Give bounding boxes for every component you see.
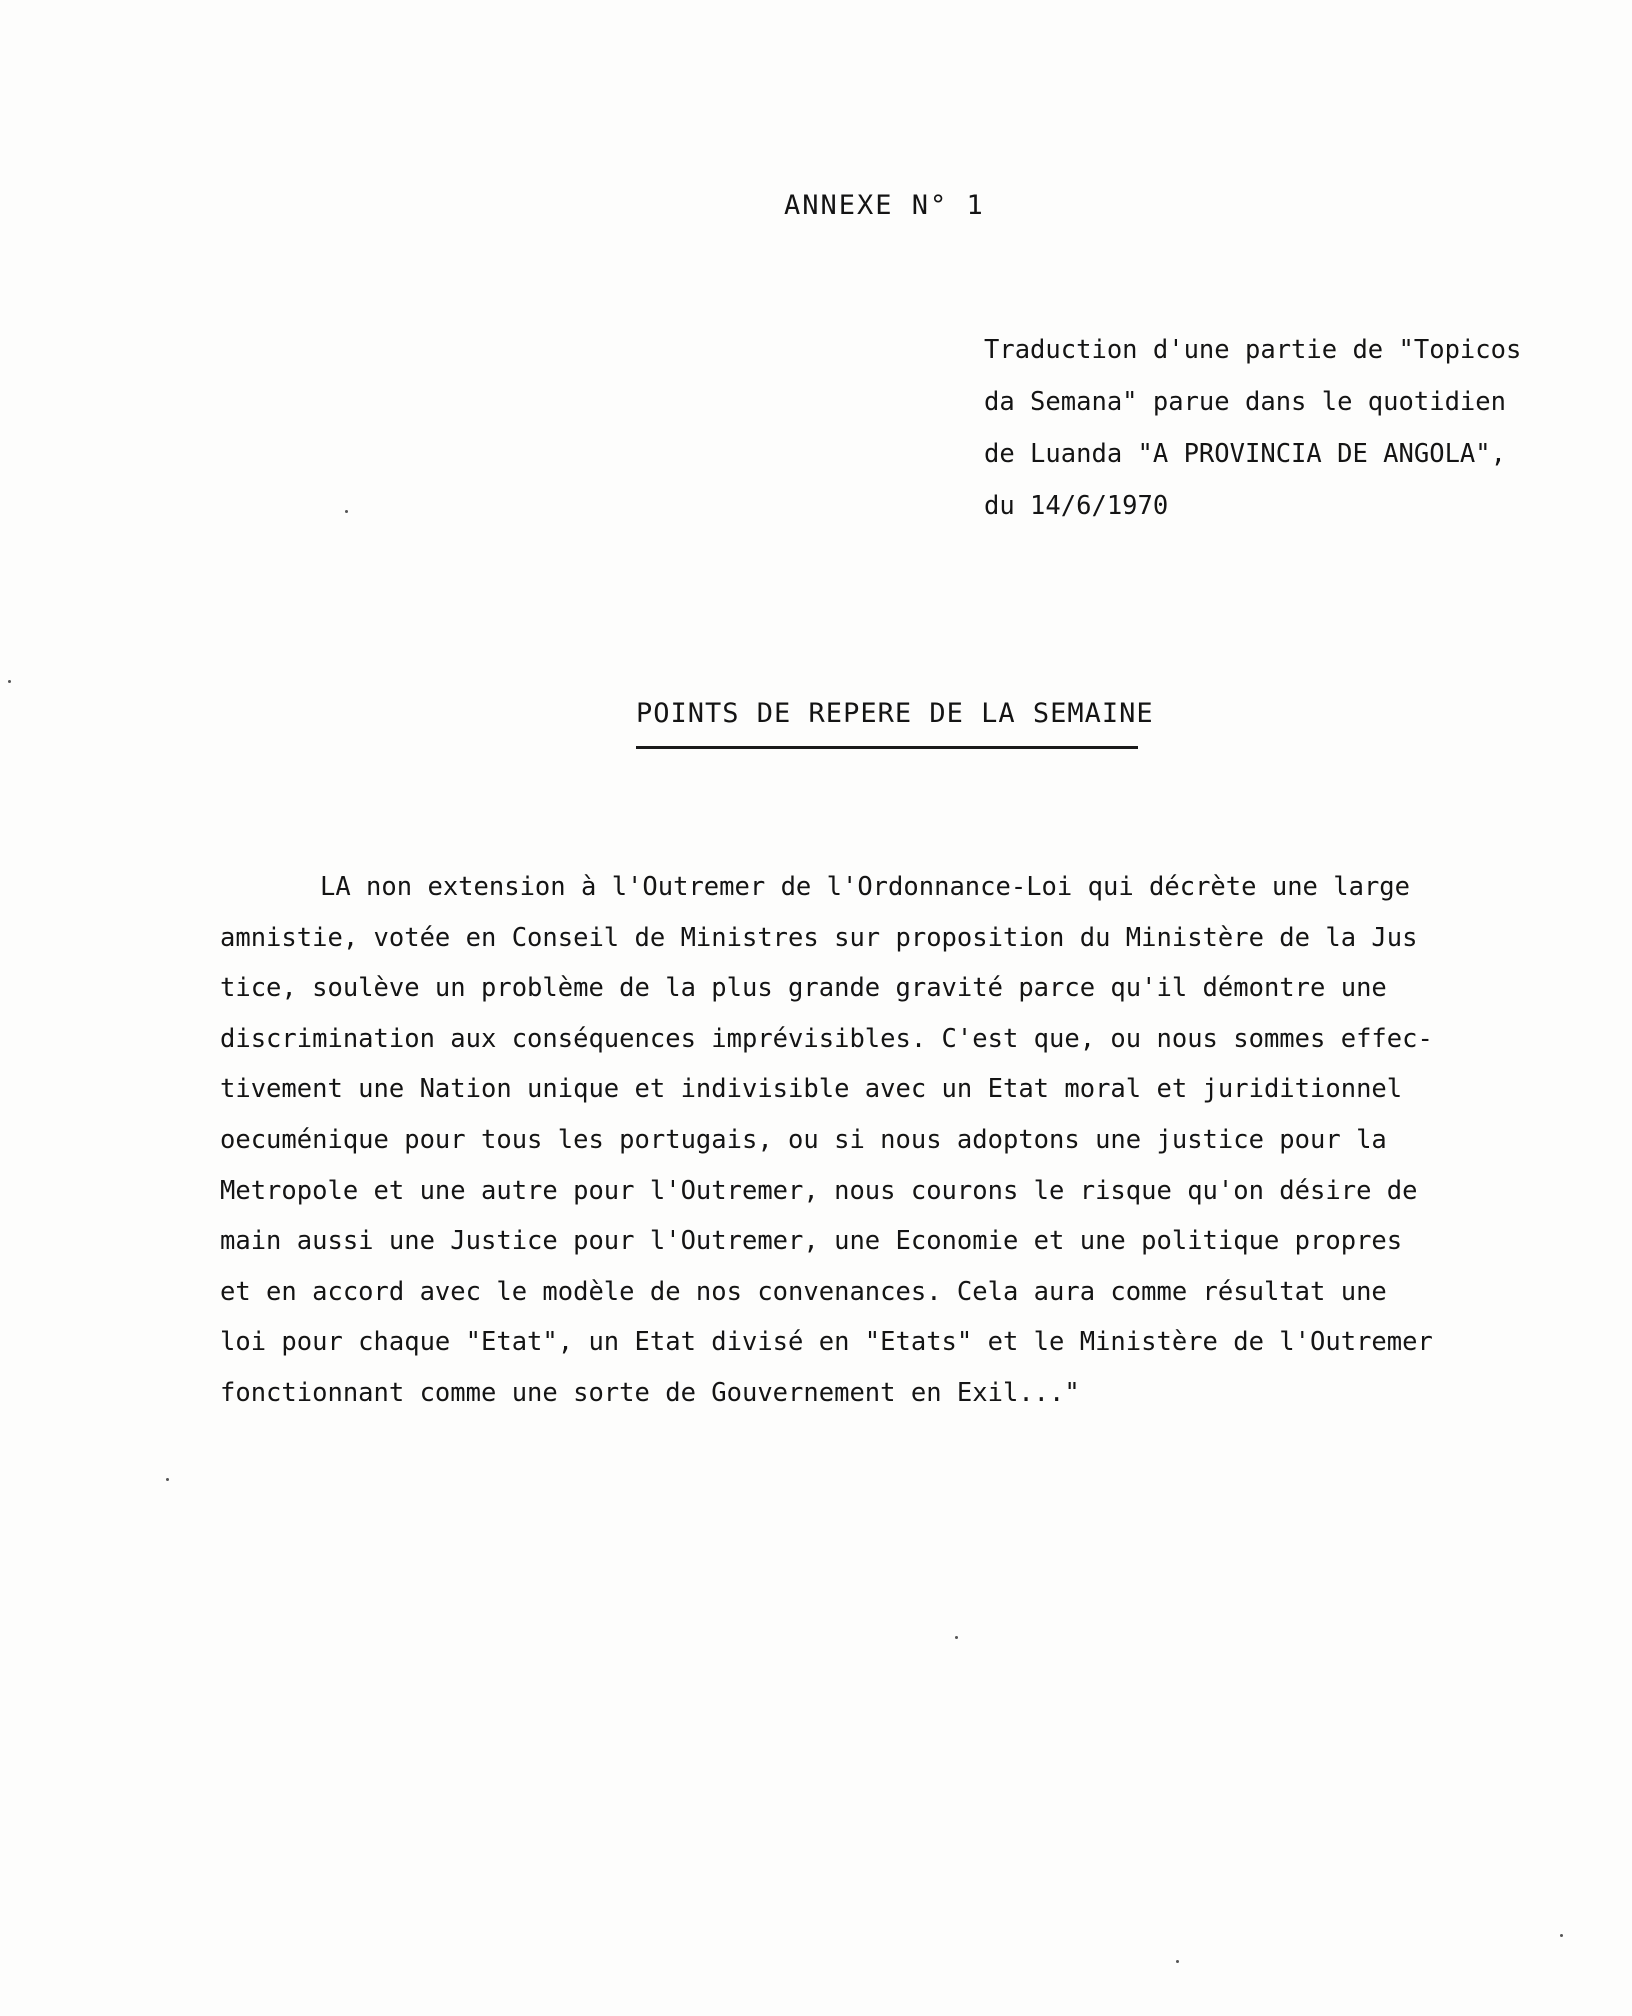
section-heading: POINTS DE REPERE DE LA SEMAINE [636, 698, 1154, 729]
heading-underline [636, 746, 1138, 749]
body-line: loi pour chaque "Etat", un Etat divisé en "Etats" et le Ministère de l'Outremer [220, 1327, 1433, 1358]
scan-speck [955, 1636, 958, 1639]
body-line: discrimination aux conséquences imprévisibles. C'est que, ou nous sommes effec- [220, 1023, 1433, 1054]
source-note-line: du 14/6/1970 [984, 491, 1169, 521]
body-paragraph [220, 862, 1560, 1419]
body-line: et en accord avec le modèle de nos convenances. Cela aura comme résultat une [220, 1276, 1387, 1307]
scan-speck [345, 510, 348, 513]
scan-speck [1560, 1934, 1563, 1937]
scan-speck [8, 680, 11, 683]
body-line: fonctionnant comme une sorte de Gouvernement en Exil..." [220, 1377, 1080, 1408]
body-line: tice, soulève un problème de la plus grande gravité parce qu'il démontre une [220, 973, 1387, 1004]
scan-speck [166, 1478, 169, 1481]
body-line: LA non extension à l'Outremer de l'Ordonnance-Loi qui décrète une large [320, 872, 1411, 902]
body-line: oecuménique pour tous les portugais, ou si nous adoptons une justice pour la [220, 1124, 1387, 1155]
source-note-line: Traduction d'une partie de "Topicos [984, 335, 1522, 365]
annex-title: ANNEXE N° 1 [784, 190, 985, 221]
source-note [984, 324, 1584, 532]
source-note-line: de Luanda "A PROVINCIA DE ANGOLA", [984, 439, 1506, 469]
body-line: amnistie, votée en Conseil de Ministres sur proposition du Ministère de la Jus [220, 922, 1418, 953]
source-note-line: da Semana" parue dans le quotidien [984, 387, 1506, 417]
scan-speck [1176, 1960, 1179, 1963]
body-line: main aussi une Justice pour l'Outremer, une Economie et une politique propres [220, 1226, 1403, 1257]
body-line: tivement une Nation unique et indivisible avec un Etat moral et juriditionnel [220, 1074, 1403, 1105]
body-line: Metropole et une autre pour l'Outremer, nous courons le risque qu'on désire de [220, 1175, 1418, 1206]
